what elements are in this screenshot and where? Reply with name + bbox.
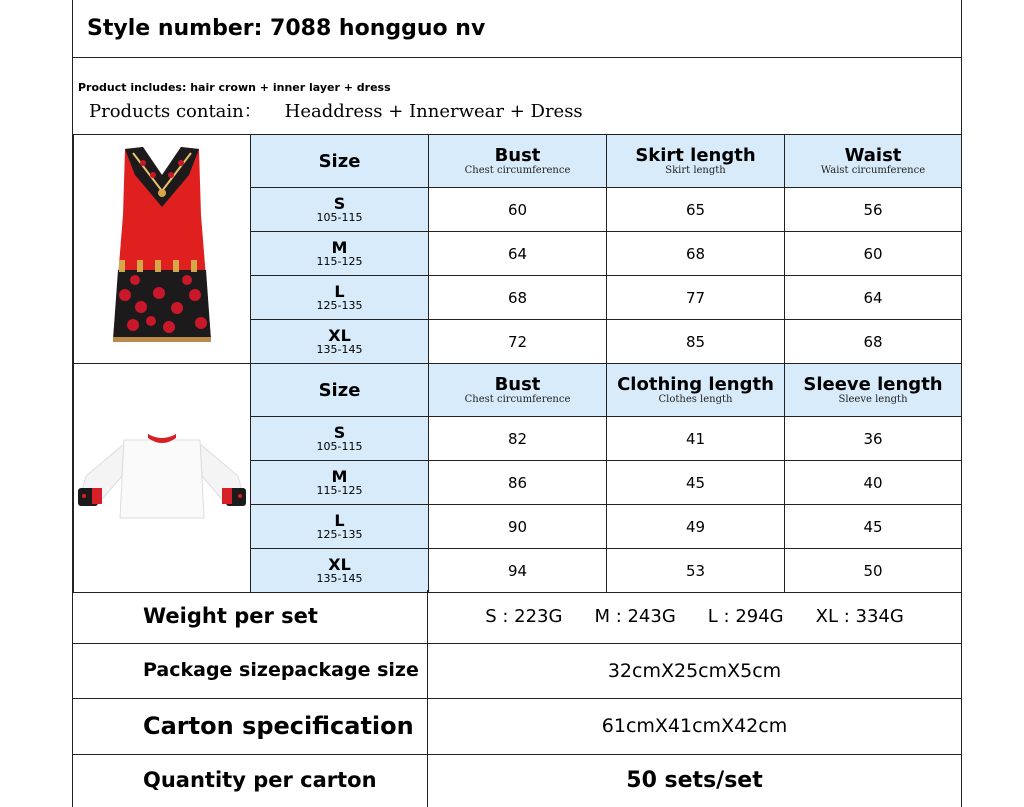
table-row: XL 135-145 94 53 50 bbox=[74, 549, 962, 593]
table-row: M 115-125 86 45 40 bbox=[74, 461, 962, 505]
quantity-label: Quantity per carton bbox=[143, 768, 377, 792]
weight-row bbox=[73, 590, 961, 644]
package-label: Package sizepackage size bbox=[143, 659, 419, 681]
spec-sheet bbox=[72, 0, 962, 807]
size-tables bbox=[73, 134, 962, 593]
dress-size-header: Size bbox=[251, 135, 429, 188]
dress-waist-header: Waist Waist circumference bbox=[785, 135, 962, 188]
dress-bust-header: Bust Chest circumference bbox=[429, 135, 607, 188]
shirt-size-header: Size bbox=[251, 364, 429, 417]
quantity-value: 50 sets/set bbox=[626, 768, 763, 793]
style-number-title: Style number: 7088 hongguo nv bbox=[87, 16, 486, 41]
includes-contain: Products contain： Headdress + Innerwear + Dress bbox=[89, 101, 583, 122]
carton-row bbox=[73, 698, 961, 755]
table-row: S 105-115 60 65 56 bbox=[74, 188, 962, 232]
quantity-row bbox=[73, 754, 961, 807]
package-value: 32cmX25cmX5cm bbox=[607, 659, 782, 682]
weight-values: S : 223G M : 243G L : 294G XL : 334G bbox=[485, 606, 904, 627]
shirt-sleeve-length-header: Sleeve length Sleeve length bbox=[785, 364, 962, 417]
package-row bbox=[73, 643, 961, 699]
table-row: XL 135-145 72 85 68 bbox=[74, 320, 962, 364]
includes-english: Product includes: hair crown + inner layer + dress bbox=[78, 81, 391, 94]
carton-label: Carton specification bbox=[143, 712, 414, 740]
table-row: M 115-125 64 68 60 bbox=[74, 232, 962, 276]
weight-label: Weight per set bbox=[143, 604, 318, 628]
carton-value: 61cmX41cmX42cm bbox=[601, 715, 788, 737]
includes-row bbox=[73, 57, 961, 135]
title-row bbox=[73, 0, 961, 58]
table-row: S 105-115 82 41 36 bbox=[74, 417, 962, 461]
dress-image bbox=[107, 145, 217, 350]
dress-image-cell bbox=[74, 135, 251, 364]
shirt-clothing-length-header: Clothing length Clothes length bbox=[607, 364, 785, 417]
table-row: L 125-135 68 77 64 bbox=[74, 276, 962, 320]
table-row: L 125-135 90 49 45 bbox=[74, 505, 962, 549]
shirt-image bbox=[76, 426, 248, 526]
dress-skirt-length-header: Skirt length Skirt length bbox=[607, 135, 785, 188]
shirt-bust-header: Bust Chest circumference bbox=[429, 364, 607, 417]
shirt-image-cell bbox=[74, 364, 251, 593]
